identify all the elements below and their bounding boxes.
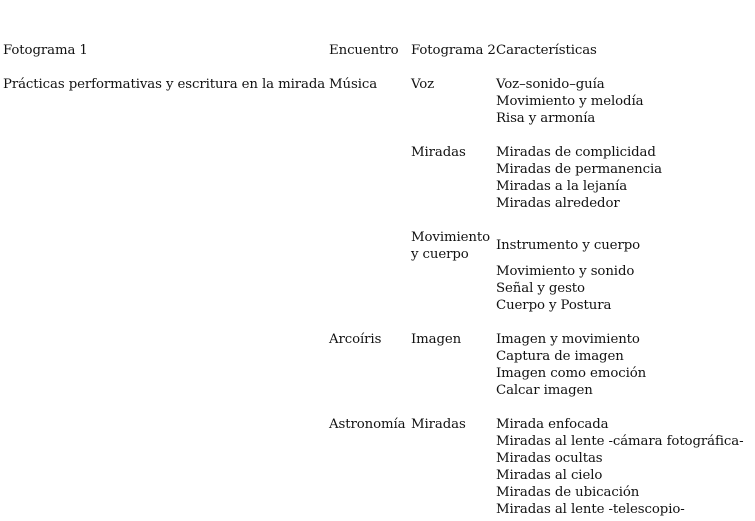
fotograma2-voz: Voz — [411, 77, 435, 92]
caracteristica-item: Miradas de complicidad — [496, 145, 656, 160]
caracteristica-item: Miradas al cielo — [496, 468, 603, 483]
caracteristica-item: Miradas al lente -cámara fotográfica- — [496, 434, 744, 449]
caracteristica-item: Miradas a la lejanía — [496, 179, 628, 194]
caracteristica-item: Miradas al lente -telescopio- — [496, 502, 685, 517]
header-fotograma-2: Fotograma 2 — [411, 43, 496, 58]
caracteristica-item: Voz–sonido–guía — [496, 77, 605, 92]
caracteristica-item: Imagen y movimiento — [496, 332, 640, 347]
caracteristica-item: Miradas de permanencia — [496, 162, 662, 177]
caracteristica-item: Mirada enfocada — [496, 417, 609, 432]
encuentro-arcoiris: Arcoíris — [329, 332, 382, 347]
caracteristica-item: Calcar imagen — [496, 383, 593, 398]
caracteristica-item: Miradas de ubicación — [496, 485, 640, 500]
caracteristica-item: Cuerpo y Postura — [496, 298, 612, 313]
header-fotograma-1: Fotograma 1 — [3, 43, 88, 58]
caracteristica-item: Señal y gesto — [496, 281, 585, 296]
caracteristica-item: Imagen como emoción — [496, 366, 647, 381]
fotograma2-imagen: Imagen — [411, 332, 462, 347]
encuentro-astronomia: Astronomía — [329, 417, 406, 432]
fotograma2-miradas-astronomia: Miradas — [411, 417, 466, 432]
caracteristica-item: Captura de imagen — [496, 349, 624, 364]
header-encuentro: Encuentro — [329, 43, 399, 58]
caracteristica-item: Miradas ocultas — [496, 451, 603, 466]
encuentro-musica: Música — [329, 77, 378, 92]
caracteristica-item: Instrumento y cuerpo — [496, 238, 641, 253]
fotograma2-miradas: Miradas — [411, 145, 466, 160]
caracteristica-item: Movimiento y melodía — [496, 94, 644, 109]
fotograma2-movimiento-line1: Movimiento — [411, 230, 491, 245]
header-caracteristicas: Características — [496, 43, 597, 58]
caracteristica-item: Miradas alrededor — [496, 196, 620, 211]
fotograma2-movimiento-line2: y cuerpo — [411, 247, 469, 262]
caracteristica-item: Risa y armonía — [496, 111, 596, 126]
fotograma1-cell: Prácticas performativas y escritura en la mirada — [3, 77, 326, 92]
caracteristica-item: Movimiento y sonido — [496, 264, 635, 279]
